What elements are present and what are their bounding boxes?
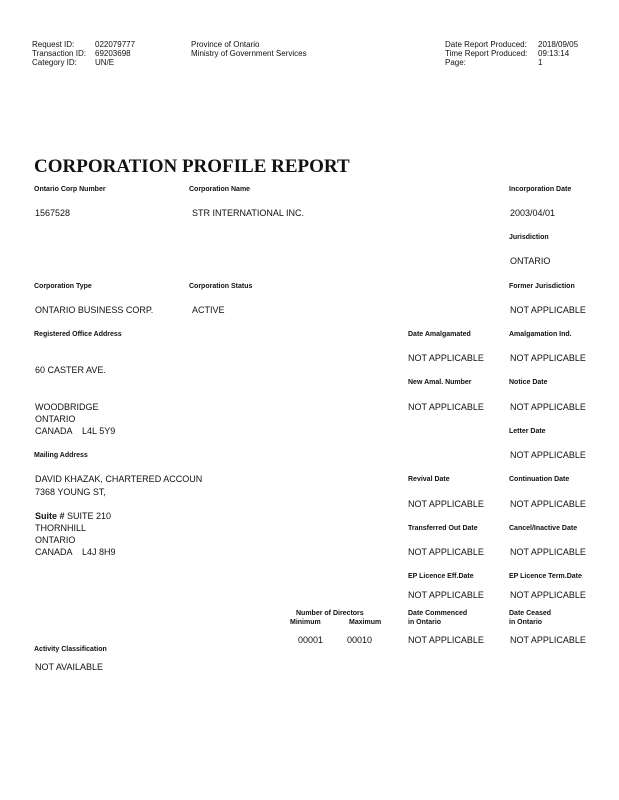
num-directors-label: Number of Directors bbox=[296, 610, 364, 617]
letter-date-label: Letter Date bbox=[509, 428, 546, 435]
transferred-out-date: NOT APPLICABLE bbox=[408, 547, 484, 557]
ep-licence-term-label: EP Licence Term.Date bbox=[509, 573, 582, 580]
ep-licence-term: NOT APPLICABLE bbox=[510, 590, 586, 600]
transaction-id: 69203698 bbox=[95, 49, 131, 58]
incorporation-date-label: Incorporation Date bbox=[509, 186, 572, 193]
mailing-street: 7368 YOUNG ST, bbox=[35, 487, 106, 497]
continuation-date-label: Continuation Date bbox=[509, 476, 570, 483]
jurisdiction-label: Jurisdiction bbox=[509, 234, 549, 241]
mailing-country-postal: CANADA L4J 8H9 bbox=[35, 547, 116, 557]
mailing-city: THORNHILL bbox=[35, 523, 87, 533]
amalgamation-ind-label: Amalgamation Ind. bbox=[509, 331, 572, 338]
mailing-address-label: Mailing Address bbox=[34, 452, 88, 459]
province-name: Province of Ontario bbox=[191, 40, 260, 49]
activity-classification-label: Activity Classification bbox=[34, 646, 107, 653]
registered-province: ONTARIO bbox=[35, 414, 76, 424]
amalgamation-ind: NOT APPLICABLE bbox=[510, 353, 586, 363]
corp-type: ONTARIO BUSINESS CORP. bbox=[35, 305, 154, 315]
registered-street: 60 CASTER AVE. bbox=[35, 365, 106, 375]
jurisdiction: ONTARIO bbox=[510, 256, 551, 266]
date-produced-label: Date Report Produced: bbox=[445, 40, 527, 49]
corp-status: ACTIVE bbox=[192, 305, 225, 315]
mailing-province: ONTARIO bbox=[35, 535, 76, 545]
category-id: UN/E bbox=[95, 58, 115, 67]
notice-date: NOT APPLICABLE bbox=[510, 402, 586, 412]
corp-type-label: Corporation Type bbox=[34, 283, 92, 290]
notice-date-label: Notice Date bbox=[509, 379, 548, 386]
continuation-date: NOT APPLICABLE bbox=[510, 499, 586, 509]
cancel-inactive-date: NOT APPLICABLE bbox=[510, 547, 586, 557]
date-commenced-sub-label: in Ontario bbox=[408, 619, 442, 626]
date-amalgamated-label: Date Amalgamated bbox=[408, 331, 471, 338]
corp-number-label: Ontario Corp Number bbox=[34, 186, 106, 193]
registered-city: WOODBRIDGE bbox=[35, 402, 99, 412]
mailing-suite: SUITE 210 bbox=[67, 511, 112, 521]
incorporation-date: 2003/04/01 bbox=[510, 208, 556, 218]
time-produced-label: Time Report Produced: bbox=[445, 49, 528, 58]
activity-classification: NOT AVAILABLE bbox=[35, 662, 104, 672]
corp-number: 1567528 bbox=[35, 208, 71, 218]
transferred-out-date-label: Transferred Out Date bbox=[408, 525, 478, 532]
mailing-suite-line bbox=[35, 511, 111, 522]
mailing-name: DAVID KHAZAK, CHARTERED ACCOUN bbox=[35, 474, 203, 484]
time-produced: 09:13:14 bbox=[538, 49, 570, 58]
directors-minimum-label: Minimum bbox=[290, 619, 321, 626]
page-label: Page: bbox=[445, 58, 466, 67]
corp-name-label: Corporation Name bbox=[189, 186, 251, 193]
page-number: 1 bbox=[538, 58, 543, 67]
category-id-label: Category ID: bbox=[32, 58, 77, 67]
request-id: 022079777 bbox=[95, 40, 136, 49]
letter-date: NOT APPLICABLE bbox=[510, 450, 586, 460]
registered-country-postal: CANADA L4L 5Y9 bbox=[35, 426, 116, 436]
directors-maximum: 00010 bbox=[347, 635, 373, 645]
request-id-label: Request ID: bbox=[32, 40, 75, 49]
date-ceased: NOT APPLICABLE bbox=[510, 635, 586, 645]
corp-name: STR INTERNATIONAL INC. bbox=[192, 208, 305, 218]
date-commenced: NOT APPLICABLE bbox=[408, 635, 484, 645]
corp-status-label: Corporation Status bbox=[189, 283, 253, 290]
new-amal-number-label: New Amal. Number bbox=[408, 379, 472, 386]
revival-date-label: Revival Date bbox=[408, 476, 450, 483]
ep-licence-eff: NOT APPLICABLE bbox=[408, 590, 484, 600]
former-jurisdiction: NOT APPLICABLE bbox=[510, 305, 586, 315]
directors-minimum: 00001 bbox=[298, 635, 324, 645]
suite-label: Suite # bbox=[35, 511, 65, 521]
former-jurisdiction-label: Former Jurisdiction bbox=[509, 283, 575, 290]
report-title: CORPORATION PROFILE REPORT bbox=[34, 156, 350, 177]
ministry-name: Ministry of Government Services bbox=[191, 49, 307, 58]
date-commenced-label: Date Commenced bbox=[408, 610, 468, 617]
date-produced: 2018/09/05 bbox=[538, 40, 579, 49]
directors-maximum-label: Maximum bbox=[349, 619, 382, 626]
cancel-inactive-date-label: Cancel/Inactive Date bbox=[509, 525, 578, 532]
ep-licence-eff-label: EP Licence Eff.Date bbox=[408, 573, 474, 580]
date-ceased-sub-label: in Ontario bbox=[509, 619, 543, 626]
date-amalgamated: NOT APPLICABLE bbox=[408, 353, 484, 363]
registered-office-label: Registered Office Address bbox=[34, 331, 122, 338]
new-amal-number: NOT APPLICABLE bbox=[408, 402, 484, 412]
date-ceased-label: Date Ceased bbox=[509, 610, 552, 617]
revival-date: NOT APPLICABLE bbox=[408, 499, 484, 509]
transaction-id-label: Transaction ID: bbox=[32, 49, 86, 58]
